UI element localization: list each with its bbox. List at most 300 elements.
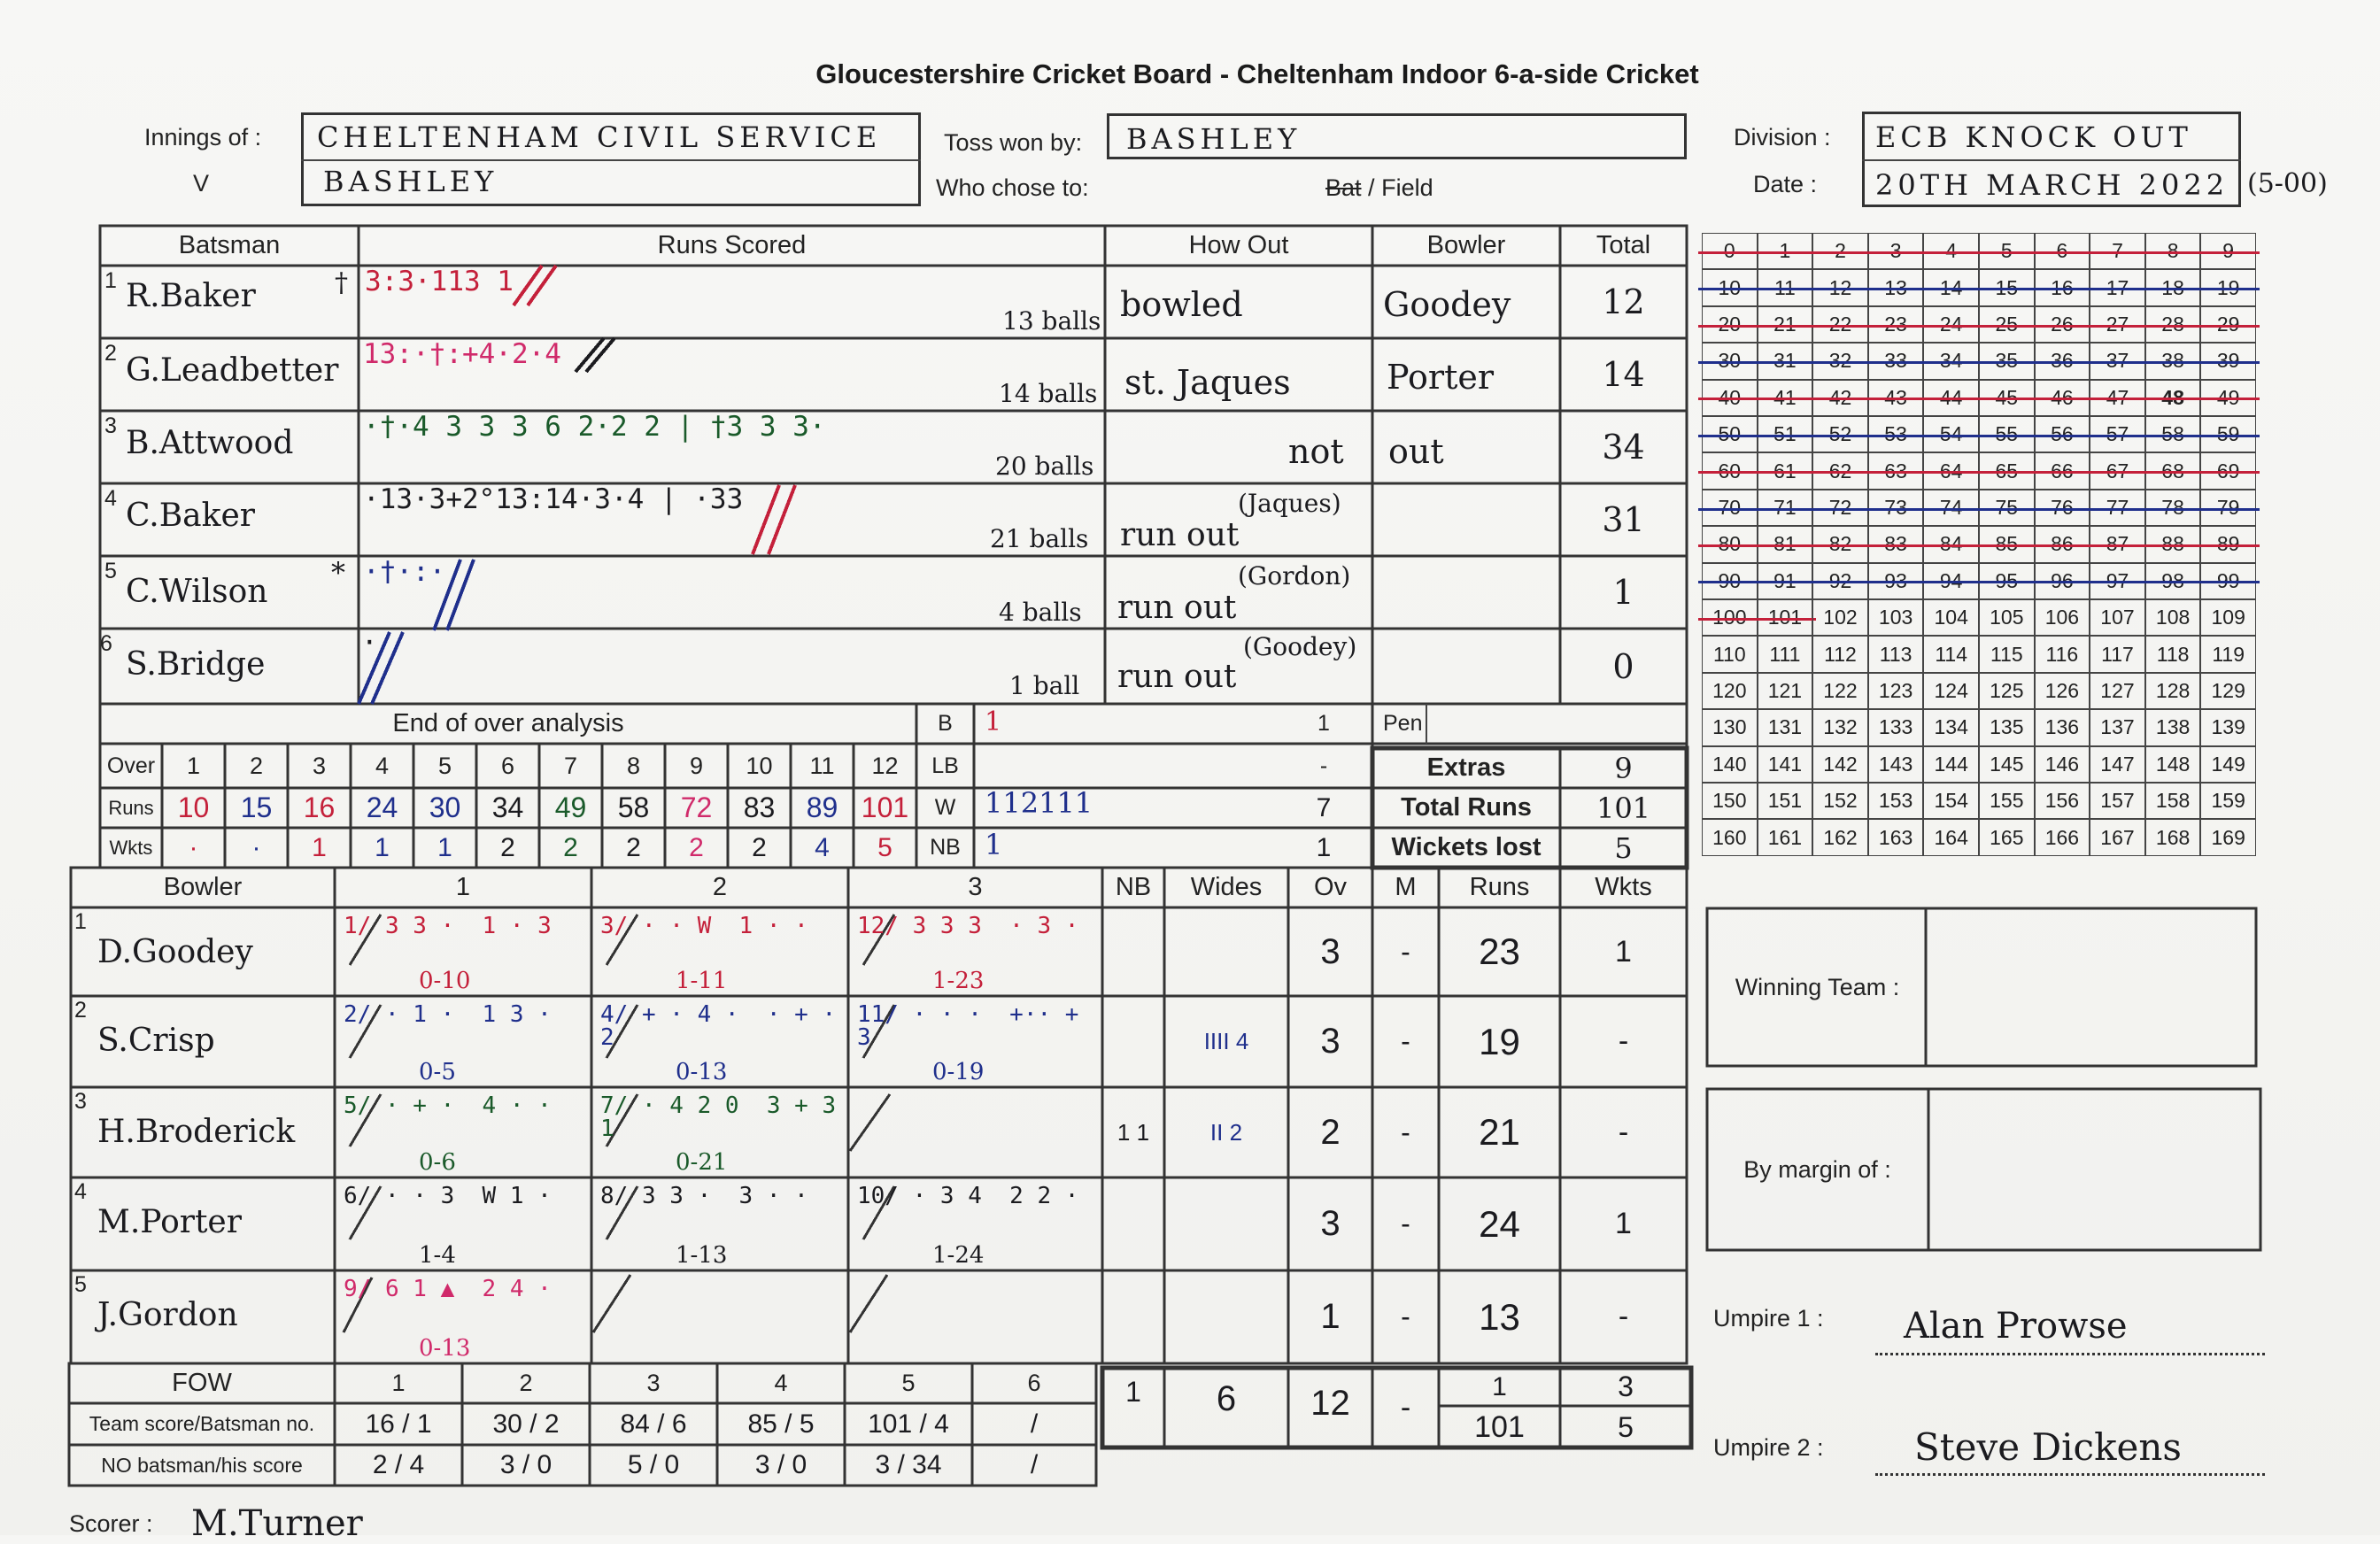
fow-col: 3 — [646, 1370, 661, 1396]
run-cell: 14 — [1923, 269, 1979, 305]
batsman-name: R.Baker — [126, 278, 256, 314]
over-runs: 89 — [806, 791, 838, 823]
bowler-header: Bowler — [1426, 231, 1506, 259]
run-cell: 57 — [2090, 416, 2145, 452]
run-cell: 121 — [1758, 673, 1813, 709]
run-cell: 22 — [1812, 306, 1868, 343]
run-cell-strike — [1754, 471, 1817, 474]
choice-bat: Bat — [1325, 174, 1362, 201]
run-cell: 95 — [1979, 563, 2035, 599]
over-number: 5 — [437, 752, 452, 779]
run-cell: 39 — [2200, 343, 2256, 379]
nb-col-header: NB — [1115, 873, 1152, 901]
batsman-header: Batsman — [178, 231, 281, 259]
bowler-maidens: - — [1401, 1116, 1410, 1148]
over-summary: 0-21 — [676, 1149, 728, 1176]
run-cell: 46 — [2035, 380, 2090, 416]
over-summary: 0-19 — [932, 1059, 985, 1085]
run-cell: 168 — [2145, 819, 2201, 855]
run-cell-strike — [2142, 288, 2205, 290]
run-cell-strike — [2086, 288, 2149, 290]
run-cell-strike — [1975, 471, 2038, 474]
run-cell-strike — [2086, 435, 2149, 437]
over-number: 12 — [871, 752, 899, 779]
umpire2-label: Umpire 2 : — [1713, 1434, 1824, 1461]
fow-notout: 3 / 34 — [875, 1450, 942, 1479]
run-cell: 135 — [1979, 709, 2035, 745]
over-runs: 58 — [617, 791, 650, 823]
run-cell: 32 — [1812, 343, 1868, 379]
run-cell-strike — [1920, 508, 1982, 511]
batsman-no: 3 — [104, 413, 117, 438]
bowler-wides — [1164, 1177, 1288, 1270]
over-summary: 0-5 — [419, 1059, 456, 1085]
batsman-mark: † — [335, 267, 348, 298]
bowler-no: 1 — [74, 909, 87, 934]
bowler-runs: 19 — [1479, 1020, 1520, 1062]
bowler-wkts: - — [1618, 1024, 1629, 1058]
run-cell-strike — [1698, 581, 1761, 583]
over-number: 9 — [689, 752, 704, 779]
w-tally: 112111 — [985, 786, 1093, 820]
ov-col-header: Ov — [1313, 873, 1348, 901]
over-summary: 0-10 — [419, 968, 471, 994]
run-cell-strike — [2031, 435, 2094, 437]
division-value: ECB KNOCK OUT — [1875, 120, 2192, 154]
run-cell: 103 — [1868, 599, 1924, 636]
run-cell: 85 — [1979, 526, 2035, 562]
over-runs: 15 — [240, 791, 273, 823]
runs-header: Runs Scored — [657, 231, 807, 259]
batsman-name: B.Attwood — [126, 425, 294, 461]
run-cell: 165 — [1979, 819, 2035, 855]
how-out: run out — [1117, 659, 1237, 695]
b-label: B — [938, 711, 953, 736]
run-cell: 138 — [2145, 709, 2201, 745]
run-cell-strike — [1975, 581, 2038, 583]
run-cell-strike — [1865, 325, 1928, 328]
over-wkts: 1 — [437, 832, 452, 862]
run-cell: 154 — [1923, 783, 1979, 819]
run-cell: 36 — [2035, 343, 2090, 379]
run-cell-strike — [2086, 471, 2149, 474]
over-number: 7 — [563, 752, 578, 779]
run-cell: 4 — [1923, 233, 1979, 269]
run-cell-strike — [1975, 251, 2038, 254]
run-cell-strike — [2197, 508, 2260, 511]
how-out: run out — [1117, 590, 1237, 626]
run-cell: 20 — [1702, 306, 1758, 343]
bowler-runs: 21 — [1479, 1111, 1520, 1153]
over-summary: 1-11 — [676, 968, 728, 994]
w-total: 7 — [1316, 792, 1332, 822]
runs-tally: 3:3·113 1 — [365, 266, 514, 297]
bowler-maidens: - — [1401, 935, 1410, 968]
run-cell-strike — [2197, 288, 2260, 290]
m-col-header: M — [1395, 873, 1417, 901]
run-cell: 120 — [1702, 673, 1758, 709]
innings-team: CHELTENHAM CIVIL SERVICE — [317, 120, 882, 154]
over-balls: 6/ · · 3 W 1 · — [344, 1183, 552, 1209]
run-cell: 123 — [1868, 673, 1924, 709]
run-cell-strike — [1920, 581, 1982, 583]
bowler-overs: 3 — [1320, 1204, 1341, 1243]
run-cell: 98 — [2145, 563, 2201, 599]
v-label: V — [193, 170, 210, 197]
run-cell: 19 — [2200, 269, 2256, 305]
over-summary: 0-13 — [419, 1335, 471, 1362]
over-balls: 2/ · 1 · 1 3 · — [344, 1001, 552, 1028]
over3-header: 3 — [968, 873, 983, 901]
run-cell: 80 — [1702, 526, 1758, 562]
run-cell: 88 — [2145, 526, 2201, 562]
run-cell: 62 — [1812, 452, 1868, 489]
run-cell-strike — [2197, 325, 2260, 328]
bowler-wkts: - — [1618, 1300, 1629, 1333]
dismissed-by: Porter — [1387, 358, 1494, 397]
run-cell: 6 — [2035, 233, 2090, 269]
run-cell: 84 — [1923, 526, 1979, 562]
date-label: Date : — [1753, 171, 1818, 197]
run-cell: 21 — [1758, 306, 1813, 343]
run-cell: 77 — [2090, 490, 2145, 526]
run-cell: 60 — [1702, 452, 1758, 489]
run-cell: 167 — [2090, 819, 2145, 855]
run-cell-strike — [2086, 581, 2149, 583]
run-cell: 169 — [2200, 819, 2256, 855]
run-cell: 97 — [2090, 563, 2145, 599]
run-cell: 17 — [2090, 269, 2145, 305]
run-cell: 113 — [1868, 636, 1924, 672]
run-cell: 136 — [2035, 709, 2090, 745]
fow-col: 4 — [774, 1370, 788, 1396]
fow-notout: 3 / 0 — [754, 1450, 808, 1479]
run-cell: 72 — [1812, 490, 1868, 526]
run-cell: 73 — [1868, 490, 1924, 526]
run-cell-strike — [1809, 361, 1872, 364]
over-number: 2 — [249, 752, 264, 779]
run-cell-strike — [1975, 288, 2038, 290]
over-summary: 0-6 — [419, 1149, 456, 1176]
run-cell: 42 — [1812, 380, 1868, 416]
run-cell: 66 — [2035, 452, 2090, 489]
bowler-name: M.Porter — [97, 1204, 242, 1240]
run-cell-strike — [1975, 361, 2038, 364]
run-cell-strike — [2142, 361, 2205, 364]
run-cell: 153 — [1868, 783, 1924, 819]
bowler-overs: 1 — [1320, 1297, 1341, 1336]
run-cell: 47 — [2090, 380, 2145, 416]
dismissed-by: out — [1388, 432, 1444, 471]
run-cell: 112 — [1812, 636, 1868, 672]
run-cell-strike — [1920, 288, 1982, 290]
run-cell-strike — [1975, 508, 2038, 511]
bowler-nb: 1 1 — [1117, 1118, 1150, 1146]
total-runs-label: Total Runs — [1401, 793, 1532, 822]
fow-notout: 3 / 0 — [499, 1450, 552, 1479]
bowler-overs: 3 — [1320, 1022, 1341, 1061]
run-cell: 130 — [1702, 709, 1758, 745]
bowler-nb — [1102, 1177, 1164, 1270]
run-cell: 68 — [2145, 452, 2201, 489]
run-cell: 131 — [1758, 709, 1813, 745]
bowler-nb — [1102, 1270, 1164, 1363]
run-cell: 155 — [1979, 783, 2035, 819]
over-wkts: 1 — [375, 832, 390, 862]
run-cell-strike — [2086, 251, 2149, 254]
run-cell: 76 — [2035, 490, 2090, 526]
run-cell: 147 — [2090, 746, 2145, 783]
run-cell: 61 — [1758, 452, 1813, 489]
run-cell: 15 — [1979, 269, 2035, 305]
how-out: bowled — [1120, 285, 1243, 324]
bowler-wkts: 1 — [1615, 934, 1632, 969]
over-balls: 7/ · 4 2 0 3 + 3 1 — [600, 1092, 850, 1142]
run-cell-strike — [2197, 544, 2260, 547]
bowler-wides — [1164, 907, 1288, 996]
balls-faced: 14 balls — [999, 379, 1098, 408]
lb-label: LB — [931, 753, 959, 778]
over-summary: 1-13 — [676, 1242, 728, 1269]
run-cell-strike — [2031, 361, 2094, 364]
run-cell: 149 — [2200, 746, 2256, 783]
over-balls: 4/ + · 4 · · + · 2 — [600, 1001, 850, 1051]
run-cell: 134 — [1923, 709, 1979, 745]
run-cell-strike — [1754, 544, 1817, 547]
over-number: 1 — [186, 752, 201, 779]
batsman-total: 14 — [1602, 355, 1645, 394]
run-cell-strike — [1920, 435, 1982, 437]
run-cell: 52 — [1812, 416, 1868, 452]
run-cell-strike — [1865, 544, 1928, 547]
run-cell: 114 — [1923, 636, 1979, 672]
run-cell: 63 — [1868, 452, 1924, 489]
run-cell: 133 — [1868, 709, 1924, 745]
run-cell-strike — [2031, 581, 2094, 583]
run-cell: 7 — [2090, 233, 2145, 269]
over-balls: 11/ · · · +·· + 3 — [857, 1001, 1093, 1051]
run-cell: 124 — [1923, 673, 1979, 709]
run-cell: 26 — [2035, 306, 2090, 343]
how-out: run out — [1120, 517, 1240, 553]
run-cell: 69 — [2200, 452, 2256, 489]
bowler-maidens: - — [1401, 1025, 1410, 1057]
run-cell: 143 — [1868, 746, 1924, 783]
over-wkts: 1 — [312, 832, 327, 862]
choice-sep: / — [1368, 174, 1375, 201]
division-label: Division : — [1734, 124, 1831, 151]
lb-total: - — [1319, 753, 1328, 778]
balls-faced: 21 balls — [990, 524, 1089, 553]
run-cell: 91 — [1758, 563, 1813, 599]
time-note: (5-00) — [2247, 168, 2328, 199]
howout-header: How Out — [1188, 231, 1289, 259]
fow-notout: 5 / 0 — [627, 1450, 680, 1479]
run-cell: 93 — [1868, 563, 1924, 599]
fow-col: 6 — [1027, 1370, 1041, 1396]
nb-tally: 1 — [985, 828, 1003, 861]
run-cell: 13 — [1868, 269, 1924, 305]
total-runs-value: 101 — [1596, 791, 1651, 825]
run-cell-strike — [1754, 325, 1817, 328]
toss-label: Toss won by: — [944, 129, 1083, 156]
wickets-lost-label: Wickets lost — [1391, 833, 1542, 861]
run-cell-strike — [2031, 325, 2094, 328]
run-cell: 23 — [1868, 306, 1924, 343]
run-cell-strike — [1920, 544, 1982, 547]
date-value: 20TH MARCH 2022 — [1875, 168, 2229, 202]
run-cell: 83 — [1868, 526, 1924, 562]
run-cell-strike — [1809, 288, 1872, 290]
run-cell-strike — [1754, 361, 1817, 364]
run-cell: 34 — [1923, 343, 1979, 379]
run-cell: 92 — [1812, 563, 1868, 599]
over-runs: 34 — [491, 791, 524, 823]
extras-label: Extras — [1426, 753, 1506, 782]
over-summary: 1-4 — [419, 1242, 456, 1269]
batsman-name: S.Bridge — [126, 646, 266, 683]
over-number: 8 — [626, 752, 641, 779]
run-cell-strike — [1754, 398, 1817, 400]
over-wkts: 5 — [877, 832, 892, 862]
over-balls: 12/ 3 3 3 · 3 · — [857, 913, 1079, 939]
winning-team-value — [1928, 912, 2252, 1062]
run-cell: 50 — [1702, 416, 1758, 452]
run-cell-strike — [1865, 398, 1928, 400]
run-cell: 108 — [2145, 599, 2201, 636]
run-cell: 145 — [1979, 746, 2035, 783]
run-cell: 127 — [2090, 673, 2145, 709]
run-cell-strike — [1698, 361, 1761, 364]
fow-label: FOW — [172, 1369, 232, 1397]
fow-col: 1 — [391, 1370, 406, 1396]
wickets-lost-value: 5 — [1614, 830, 1633, 865]
batsman-no: 4 — [104, 486, 117, 511]
batsman-no: 1 — [104, 268, 117, 293]
scorer-name: M.Turner — [191, 1503, 363, 1544]
run-cell: 104 — [1923, 599, 1979, 636]
run-cell: 24 — [1923, 306, 1979, 343]
run-cell-strike — [1698, 398, 1761, 400]
run-cell: 51 — [1758, 416, 1813, 452]
how-out: not — [1288, 432, 1344, 471]
bowler-no: 3 — [74, 1089, 87, 1114]
run-cell-strike — [1865, 251, 1928, 254]
run-cell: 33 — [1868, 343, 1924, 379]
total-header: Total — [1596, 231, 1651, 259]
run-cell: 59 — [2200, 416, 2256, 452]
fow-score: 16 / 1 — [365, 1409, 432, 1439]
batsman-no: 2 — [104, 341, 117, 366]
run-cell: 139 — [2200, 709, 2256, 745]
run-cell: 25 — [1979, 306, 2035, 343]
run-cell: 122 — [1812, 673, 1868, 709]
bowler-col-header: Bowler — [163, 873, 243, 901]
run-cell: 27 — [2090, 306, 2145, 343]
totals-wides: 6 — [1216, 1378, 1237, 1418]
run-cell: 157 — [2090, 783, 2145, 819]
run-cell-strike — [1865, 581, 1928, 583]
totals-extras-top: 1 — [1492, 1371, 1507, 1401]
run-cell-strike — [1698, 544, 1761, 547]
run-cell: 43 — [1868, 380, 1924, 416]
bowler-nb — [1102, 996, 1164, 1087]
run-cell-strike — [2142, 251, 2205, 254]
over-summary: 0-13 — [676, 1059, 728, 1085]
run-cell-strike — [1975, 398, 2038, 400]
run-cell: 163 — [1868, 819, 1924, 855]
run-cell-strike — [1809, 508, 1872, 511]
fow-score: 85 / 5 — [747, 1409, 815, 1439]
totals-wkts-top: 3 — [1618, 1370, 1634, 1402]
run-cell-strike — [1754, 435, 1817, 437]
run-cell-strike — [1754, 288, 1817, 290]
fow-notout-label: NO batsman/his score — [101, 1453, 303, 1477]
nb-total: 1 — [1316, 832, 1332, 862]
over-wkts: · — [251, 832, 261, 862]
run-cell: 44 — [1923, 380, 1979, 416]
fow-score: 30 / 2 — [492, 1409, 560, 1439]
run-cell: 148 — [2145, 746, 2201, 783]
run-cell-strike — [1975, 325, 2038, 328]
wkts-col-header: Wkts — [1595, 873, 1652, 901]
run-cell-strike — [2086, 544, 2149, 547]
run-cell-strike — [2031, 508, 2094, 511]
over-wkts: 2 — [689, 832, 704, 862]
run-cell: 16 — [2035, 269, 2090, 305]
run-cell: 141 — [1758, 746, 1813, 783]
run-cell-strike — [1698, 435, 1761, 437]
run-cell: 41 — [1758, 380, 1813, 416]
run-cell: 99 — [2200, 563, 2256, 599]
run-cell: 87 — [2090, 526, 2145, 562]
over2-header: 2 — [712, 873, 728, 901]
run-cell: 162 — [1812, 819, 1868, 855]
fow-score: 101 / 4 — [868, 1409, 949, 1439]
fow-score: / — [1030, 1409, 1039, 1439]
nb-label: NB — [930, 835, 961, 860]
over-summary: 1-24 — [932, 1242, 985, 1269]
wkts-label: Wkts — [109, 836, 153, 859]
run-cell: 9 — [2200, 233, 2256, 269]
over-runs: 24 — [366, 791, 398, 823]
chose-label: Who chose to: — [936, 174, 1089, 201]
over-number: 4 — [375, 752, 390, 779]
run-cell: 116 — [2035, 636, 2090, 672]
run-cell: 18 — [2145, 269, 2201, 305]
innings-label: Innings of : — [144, 124, 262, 151]
run-cell: 119 — [2200, 636, 2256, 672]
over-balls: 3/ · · W 1 · · — [600, 913, 808, 939]
run-cell: 94 — [1923, 563, 1979, 599]
bowler-overs: 3 — [1320, 931, 1341, 971]
over-runs: 16 — [303, 791, 336, 823]
run-cell: 64 — [1923, 452, 1979, 489]
run-cell: 106 — [2035, 599, 2090, 636]
run-cell-strike — [1809, 471, 1872, 474]
run-cell: 70 — [1702, 490, 1758, 526]
fow-notout: / — [1030, 1450, 1039, 1479]
run-cell-strike — [2197, 398, 2260, 400]
run-cell-strike — [2142, 435, 2205, 437]
bowler-name: H.Broderick — [97, 1114, 296, 1150]
run-tally-grid — [1702, 233, 2256, 870]
run-cell-strike — [1698, 618, 1761, 621]
run-cell: 0 — [1702, 233, 1758, 269]
run-cell-strike — [1920, 361, 1982, 364]
over-label: Over — [106, 753, 156, 778]
run-cell: 31 — [1758, 343, 1813, 379]
